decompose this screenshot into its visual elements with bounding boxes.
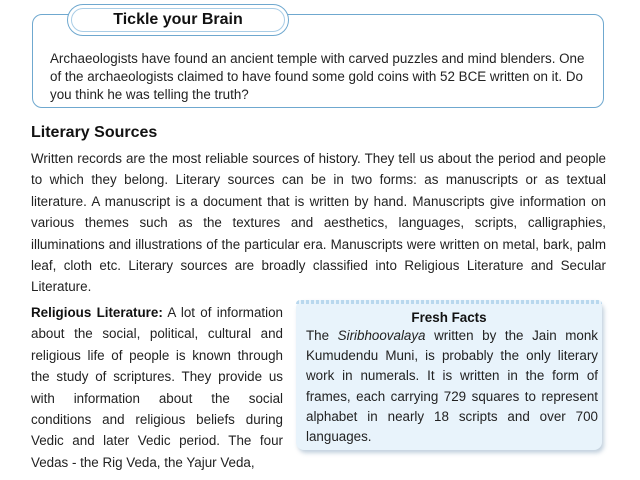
tickle-title-badge xyxy=(67,4,289,36)
section-heading: Literary Sources xyxy=(31,124,158,141)
fresh-facts-text-before: The xyxy=(306,328,338,343)
religious-literature-text: A lot of information about the social, political, cultural and religious life of people is known through the study of scriptures. They provide us with information about the social conditions and religious beliefs during Vedic and later Vedic period. The four Vedas - the Rig Veda, the Yajur Veda, xyxy=(31,305,283,470)
fresh-facts-box xyxy=(296,300,602,450)
religious-literature-lead: Religious Literature: xyxy=(31,305,163,320)
fresh-facts-text xyxy=(306,326,598,447)
fresh-facts-book-title: Siribhoovalaya xyxy=(337,328,426,343)
fresh-facts-title: Fresh Facts xyxy=(411,310,487,325)
religious-literature-paragraph xyxy=(31,302,283,473)
tickle-title: Tickle your Brain xyxy=(113,11,243,28)
tickle-text: Archaeologists have found an ancient temple with carved puzzles and mind blenders. One of the archaeologists claimed to have found some gold coins with 52 BCE written on it. Do you think he was telling the truth? xyxy=(50,51,585,102)
fresh-facts-text-after: written by the Jain monk Kumudendu Muni, is probably the only literary work in numerals. It is written in the form of frames, each carrying 729 squares to represent alphabet in nearly 18 scripts and over 700 languages. xyxy=(306,328,598,445)
literary-sources-paragraph: Written records are the most reliable sources of history. They tell us about the period and people to which they belong. Literary sources can be in two forms: as manuscripts or as textual literature. A manuscript is a document that is written by hand. Manuscripts give information on various themes such as the textures and aesthetics, languages, scripts, calligraphies, illuminations and illustrations of the particular era. Manuscripts were written on metal, bark, palm leaf, cloth etc. Literary sources are broadly classified into Religious Literature and Secular Literature. xyxy=(31,151,606,295)
